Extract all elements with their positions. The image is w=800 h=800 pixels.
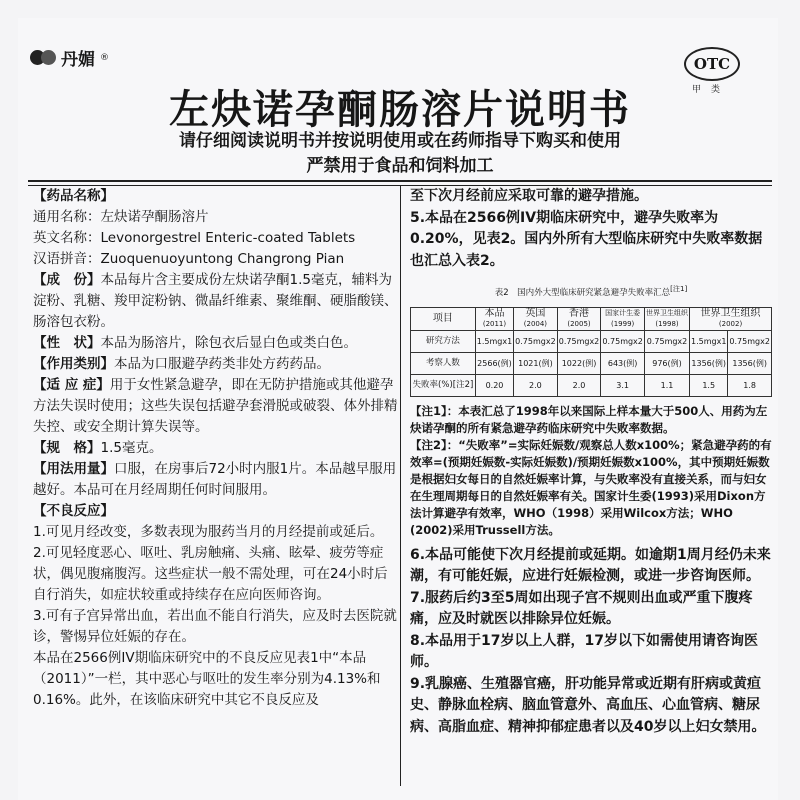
otc-badge: OTC xyxy=(684,47,740,81)
table-cell: 1.5 xyxy=(690,374,728,396)
document-title: 左炔诺孕酮肠溶片说明书 xyxy=(169,87,631,133)
left-para: 1.可见月经改变，多数表现为服药当月的月经提前或延后。 xyxy=(33,524,384,540)
right-para: 5.本品在2566例IV期临床研究中，避孕失败率为0.20%，见表2。国内外所有大型临床研究中失败率数据也汇总入表2。 xyxy=(410,209,763,269)
left-para: 【药品名称】 xyxy=(33,188,114,204)
table-cell: 研究方法 xyxy=(411,330,476,352)
right-para: 6.本品可能使下次月经提前或延期。如逾期1周月经仍未来潮，有可能妊娠，应进行妊娠检测，或进一步咨询医师。 xyxy=(410,546,771,585)
brand-name: 丹媚 xyxy=(61,50,95,70)
registered-mark: ® xyxy=(100,52,109,63)
brand-mark-icon xyxy=(30,50,56,66)
table-header-row xyxy=(411,307,772,330)
left-para: 2.可见轻度恶心、呕吐、乳房触痛、头痛、眩晕、疲劳等症状，偶见腹痛腹泻。这些症状一般不需处理，可在24小时后自行消失，如症状较重或持续存在应向医师咨询。 xyxy=(33,545,388,603)
subtitle-warning: 严禁用于食品和饲料加工 xyxy=(306,156,494,176)
table-cell: 1.1 xyxy=(644,374,689,396)
table-cell: 0.75mgx2 xyxy=(557,330,601,352)
brand-logo xyxy=(30,45,109,70)
table-cell: 2.0 xyxy=(557,374,601,396)
otc-class-label: 甲类 xyxy=(692,85,731,95)
table-cell: 考察人数 xyxy=(411,352,476,374)
table-header-cell: 世界卫生组织 (2002) xyxy=(690,307,772,330)
left-para: 【成 份】本品每片含主要成份左炔诺孕酮1.5毫克，辅料为淀粉、乳糖、羧甲淀粉钠、微晶纤维素、聚维酮、硬脂酸镁、肠溶包衣粉。 xyxy=(33,272,398,330)
left-column xyxy=(33,186,398,711)
left-para: 【不良反应】 xyxy=(33,503,114,519)
left-para: 【性 状】本品为肠溶片，除包衣后显白色或类白色。 xyxy=(33,335,357,351)
table-notes xyxy=(410,403,772,539)
column-divider xyxy=(400,186,401,786)
table-header-cell: 项目 xyxy=(411,307,476,330)
table-header-cell: 国家计生委 (1999) xyxy=(601,307,645,330)
left-para: 3.可有子宫异常出血，若出血不能自行消失，应及时去医院就诊，警惕异位妊娠的存在。 xyxy=(33,608,397,645)
table-cell: 1356(例) xyxy=(690,352,728,374)
left-para: 汉语拼音：Zuoquenuoyuntong Changrong Pian xyxy=(33,251,345,267)
table-cell: 1356(例) xyxy=(728,352,772,374)
left-para: 【适 应 症】用于女性紧急避孕，即在无防护措施或其他避孕方法失误时使用；这些失误包括避孕套滑脱或破裂、体外排精失控、或安全期计算失误等。 xyxy=(33,377,398,435)
table-cell: 1.5mgx1 xyxy=(475,330,513,352)
header-rule xyxy=(28,180,772,182)
left-para: 通用名称：左炔诺孕酮肠溶片 xyxy=(33,209,209,225)
left-para: 【规 格】1.5毫克。 xyxy=(33,440,163,456)
left-para: 英文名称：Levonorgestrel Enteric-coated Tablets xyxy=(33,230,356,246)
right-para: 7.服药后约3至5周如出现子宫不规则出血或严重下腹疼痛，应及时就医以排除异位妊娠。 xyxy=(410,589,753,628)
table-cell: 2.0 xyxy=(514,374,558,396)
left-para: 本品在2566例IV期临床研究中的不良反应见表1中“本品（2011）”一栏，其中恶心与呕吐的发生率分别为4.13%和0.16%。此外，在该临床研究中其它不良反应及 xyxy=(33,650,381,708)
subtitle-instruction: 请仔细阅读说明书并按说明使用或在药师指导下购买和使用 xyxy=(179,131,621,151)
table-row xyxy=(411,330,772,352)
table-cell: 1.5mgx1 xyxy=(690,330,728,352)
table-cell: 失败率(%)[注2] xyxy=(411,374,476,396)
table-cell: 976(例) xyxy=(644,352,689,374)
table-caption: 表2 国内外大型临床研究紧急避孕失败率汇总[注1] xyxy=(494,284,688,298)
table-cell: 0.75mgx2 xyxy=(728,330,772,352)
table-row xyxy=(411,352,772,374)
table-cell: 2566(例) xyxy=(475,352,513,374)
table-cell: 1022(例) xyxy=(557,352,601,374)
left-para: 【作用类别】本品为口服避孕药类非处方药药品。 xyxy=(33,356,330,372)
right-para: 至下次月经前应采取可靠的避孕措施。 xyxy=(410,188,648,204)
table-cell: 3.1 xyxy=(601,374,645,396)
table-cell: 0.75mgx2 xyxy=(601,330,645,352)
table-header-cell: 本品 (2011) xyxy=(475,307,513,330)
failure-rate-table xyxy=(410,307,772,397)
table-cell: 1021(例) xyxy=(514,352,558,374)
table-cell: 0.75mgx2 xyxy=(644,330,689,352)
table-note: 【注2】：“失败率”=实际妊娠数/观察总人数x100%；紧急避孕药的有效率=(预期妊娠数-实际妊娠数)/预期妊娠数x100%，其中预期妊娠数是根据妇女每日的自然妊娠率计算，与失败率没有直接关系，而与妇女在生理周期每日的自然妊娠率有关。国家计生委(1993)采用Dixon方法计算避孕有效率，WHO（1998）采用Wilcox方法；WHO (2002)采用Trussell方法。 xyxy=(410,437,772,537)
right-column xyxy=(410,186,772,738)
table-header-cell: 香港 (2005) xyxy=(557,307,601,330)
table-header-cell: 英国 (2004) xyxy=(514,307,558,330)
left-para: 【用法用量】口服，在房事后72小时内服1片。本品越早服用越好。本品可在月经周期任何时间服用。 xyxy=(33,461,397,498)
table-row xyxy=(411,374,772,396)
right-para: 8.本品用于17岁以上人群，17岁以下如需使用请咨询医师。 xyxy=(410,632,759,671)
table-header-cell: 世界卫生组织 (1998) xyxy=(644,307,689,330)
table-cell: 1.8 xyxy=(728,374,772,396)
table-cell: 0.75mgx2 xyxy=(514,330,558,352)
table-cell: 0.20 xyxy=(475,374,513,396)
table-note: 【注1】：本表汇总了1998年以来国际上样本量大于500人、用药为左炔诺孕酮的所有紧急避孕药临床研究中失败率数据。 xyxy=(410,403,768,435)
right-para: 9.乳腺癌、生殖器官癌，肝功能异常或近期有肝病或黄疸史、静脉血栓病、脑血管意外、高血压、心血管病、糖尿病、高脂血症、精神抑郁症患者以及40岁以上妇女禁用。 xyxy=(410,675,766,735)
table-cell: 643(例) xyxy=(601,352,645,374)
